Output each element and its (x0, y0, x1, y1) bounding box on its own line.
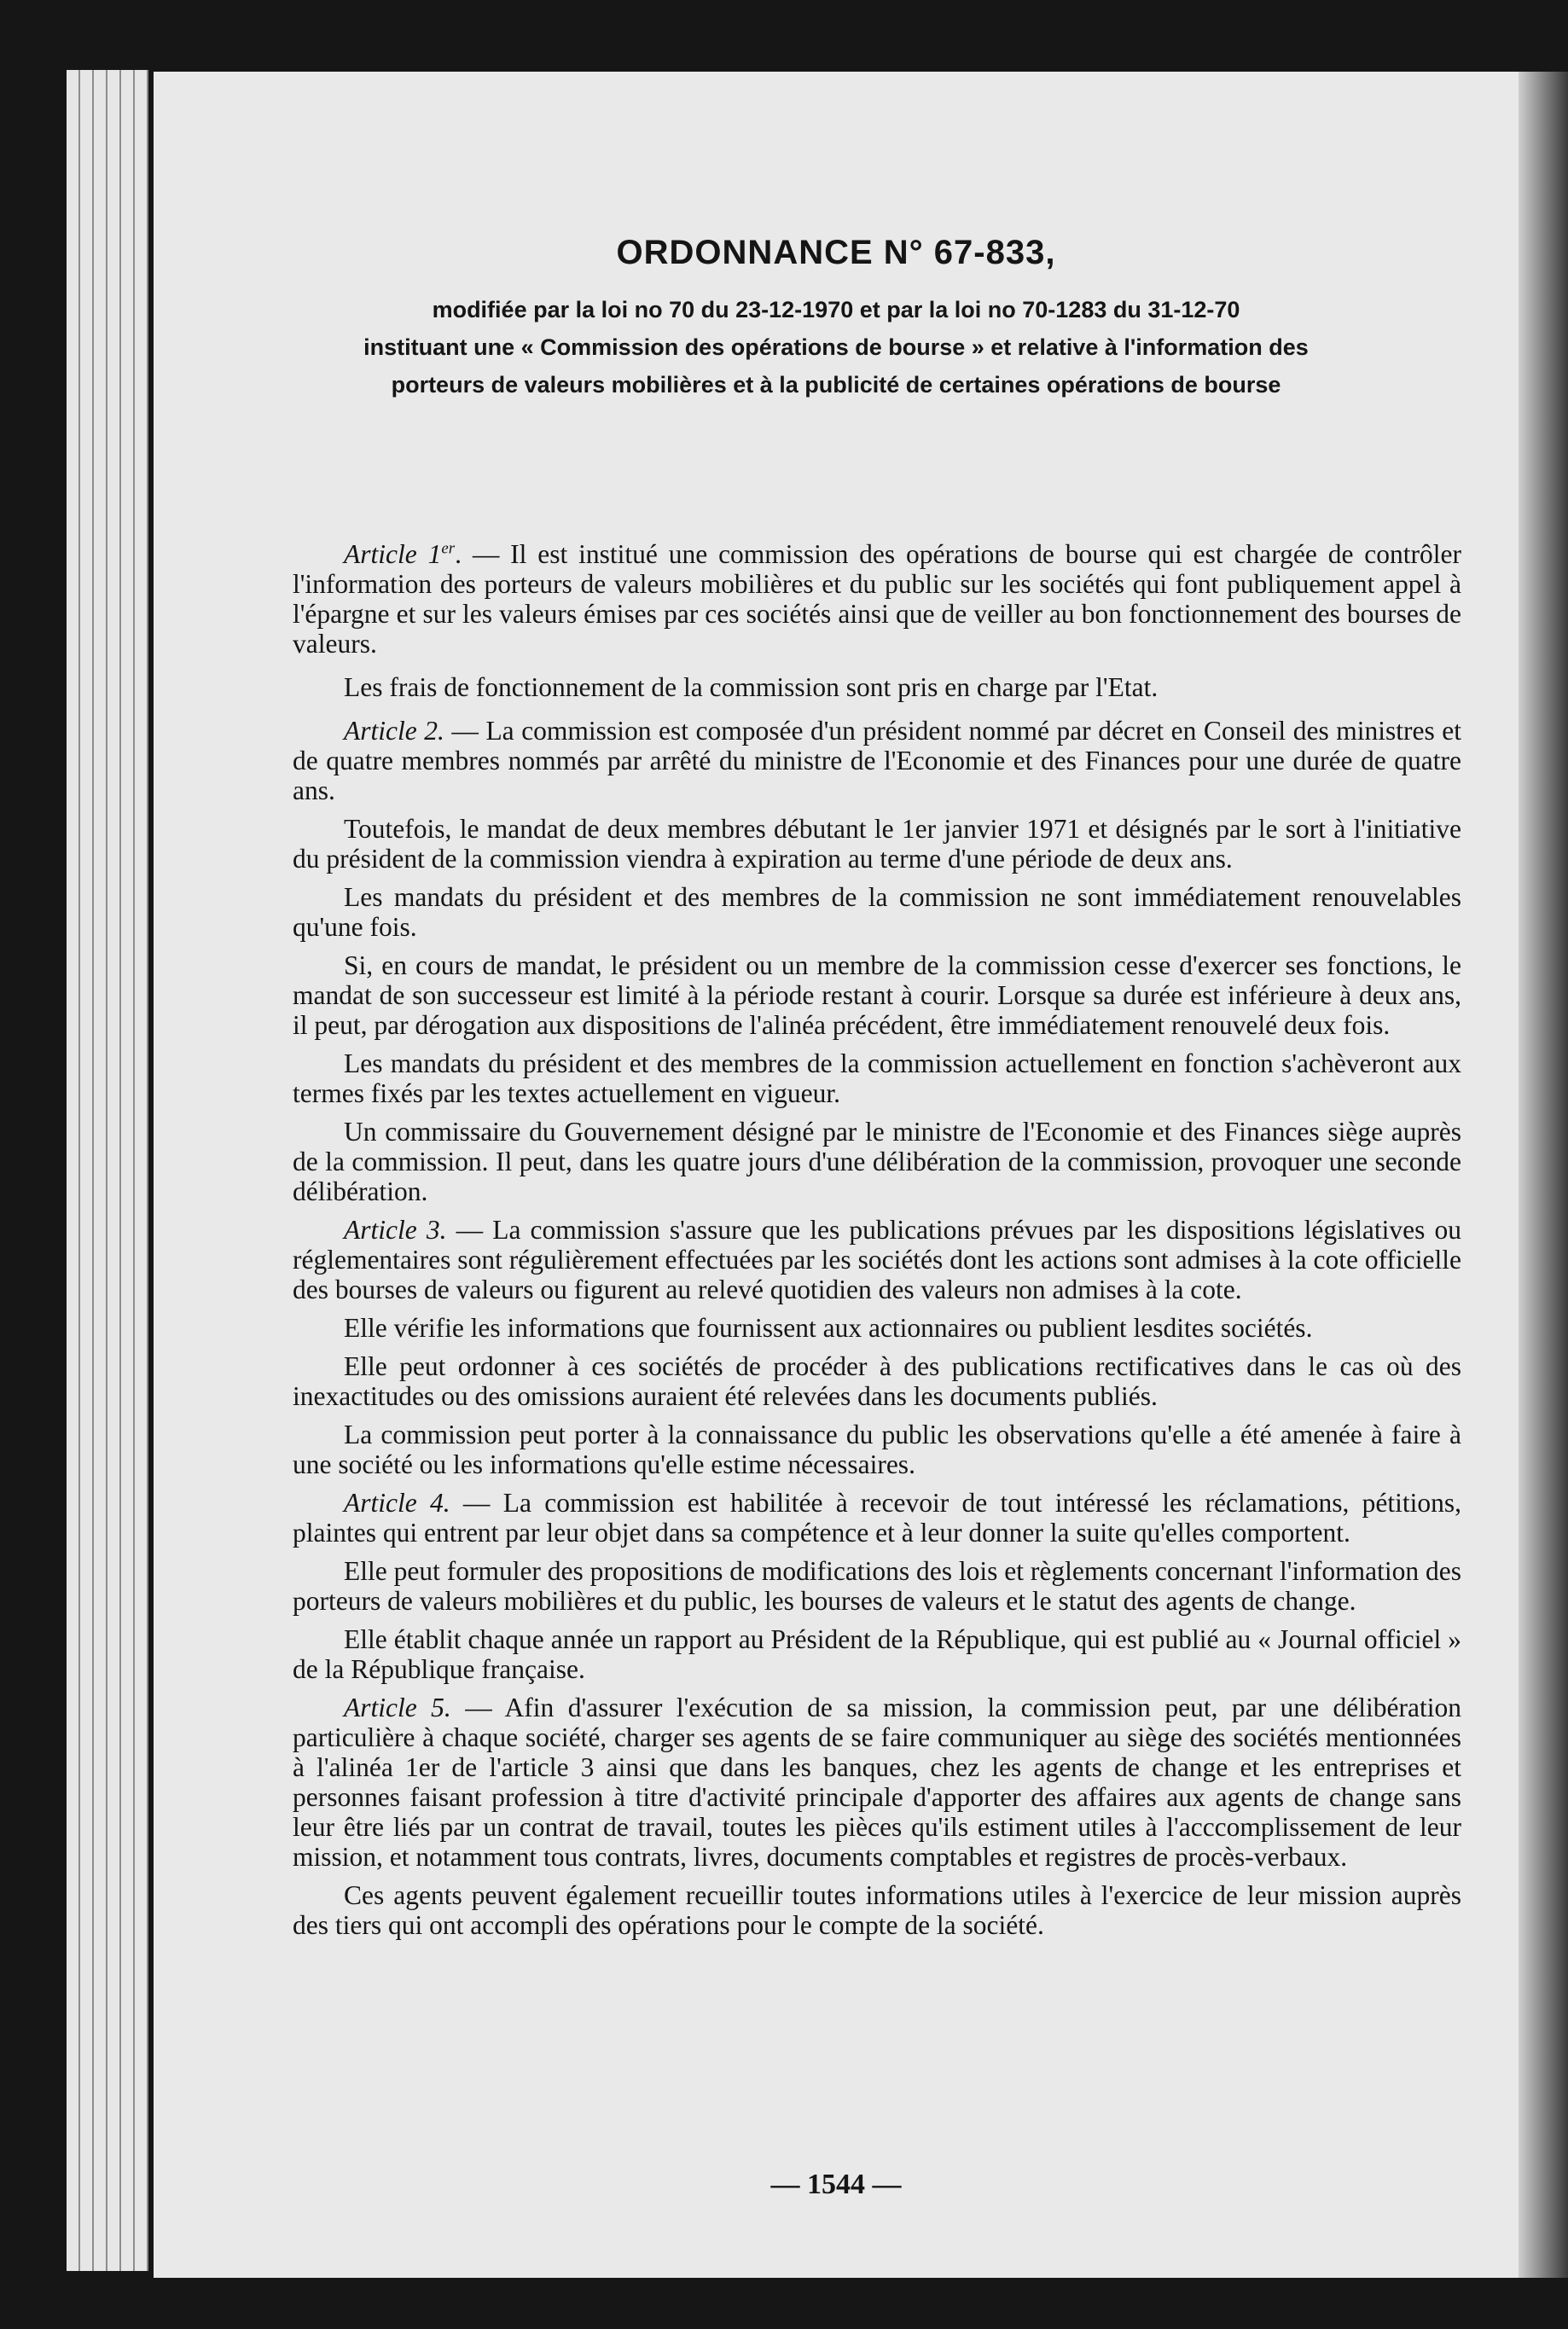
paragraph: Elle peut ordonner à ces sociétés de procéder à des publications rectificatives dans le cas où des inexactitudes ou des omissions auraient été relevées dans les documents publiés. (293, 1351, 1461, 1411)
article-label: Article 4. (344, 1488, 450, 1518)
paragraph: Si, en cours de mandat, le président ou un membre de la commission cesse d'exercer ses fonctions, le mandat de son successeur est limité à la période restant à courir. Lorsque sa durée est inférieure à deux ans, il peut, par dérogation aux dispositions de l'alinéa précédent, être immédiatement renouvelé deux fois. (293, 950, 1461, 1040)
paragraph: Les mandats du président et des membres de la commission actuellement en fonction s'achèveront aux termes fixés par les textes actuellement en vigueur. (293, 1048, 1461, 1108)
document-page (154, 72, 1519, 2278)
paragraph: Elle peut formuler des propositions de modifications des lois et règlements concernant l'information des porteurs de valeurs mobilières et du public, les bourses de valeurs et le statut des agents de change. (293, 1556, 1461, 1616)
paragraph: Elle établit chaque année un rapport au Président de la République, qui est publié au « Journal officiel » de la République française. (293, 1624, 1461, 1684)
article-label: Article 2. (344, 716, 444, 746)
article-label: Article 1 (344, 539, 442, 569)
paragraph: Article 2. — La commission est composée d'un président nommé par décret en Conseil des ministres et de quatre membres nommés par arrêté du ministre de l'Economie et des Finances pour une durée de quatre ans. (293, 716, 1461, 805)
paragraph: Article 4. — La commission est habilitée à recevoir de tout intéressé les réclamations, pétitions, plaintes qui entrent par leur objet dans sa compétence et à leur donner la suite qu'elles comportent. (293, 1488, 1462, 1548)
paragraph: Article 3. — La commission s'assure que les publications prévues par les dispositions législatives ou réglementaires sont régulièrement effectuées par les sociétés dont les actions sont admises à la cote officielle des bourses de valeurs ou figurent au relevé quotidien des valeurs non admises à la cote. (293, 1215, 1461, 1304)
subtitle-line-1: modifiée par la loi no 70 du 23-12-1970 et par la loi no 70-1283 du 31-12-70 (432, 297, 1240, 322)
paragraph: Elle vérifie les informations que fournissent aux actionnaires ou publient lesdites sociétés. (344, 1313, 1313, 1343)
paragraph: Article 1er. — Il est institué une commission des opérations de bourse qui est chargée de contrôler l'information des porteurs de valeurs mobilières et du public sur les sociétés qui font publiquement appel à l'épargne et sur les valeurs émises par ces sociétés ainsi que de veiller au bon fonctionnement des bourses de valeurs. (293, 539, 1461, 659)
article-label-sup: er (441, 539, 456, 558)
body-text (293, 539, 1461, 1949)
paragraph: Toutefois, le mandat de deux membres débutant le 1er janvier 1971 et désignés par le sort à l'initiative du président de la commission viendra à expiration au terme d'une période de deux ans. (293, 814, 1461, 874)
page-number: — 1544 — (770, 2169, 902, 2200)
paragraph: Ces agents peuvent également recueillir toutes informations utiles à l'exercice de leur mission auprès des tiers qui ont accompli des opérations pour le compte de la société. (293, 1880, 1461, 1940)
paragraph: Un commissaire du Gouvernement désigné par le ministre de l'Economie et des Finances siège auprès de la commission. Il peut, dans les quatre jours d'une délibération de la commission, provoquer une seconde délibération. (293, 1117, 1461, 1206)
article-label: Article 3. (344, 1215, 447, 1245)
paragraph: La commission peut porter à la connaissance du public les observations qu'elle a été amenée à faire à une société ou les informations qu'elle estime nécessaires. (293, 1420, 1461, 1479)
subtitle-line-2: instituant une « Commission des opérations de bourse » et relative à l'information des (363, 334, 1309, 360)
paragraph: Les mandats du président et des membres de la commission ne sont immédiatement renouvelables qu'une fois. (293, 882, 1461, 942)
paragraph: Article 5. — Afin d'assurer l'exécution de sa mission, la commission peut, par une délibération particulière à chaque société, charger ses agents de se faire communiquer au siège des sociétés mentionnées à l'alinéa 1er de l'article 3 ainsi que dans les banques, chez les agents de change et les entreprises et personnes faisant profession à titre d'activité principale d'apporter des affaires aux agents de change sans leur être liés par un contrat de travail, toutes les pièces qu'ils estiment utiles à l'acccomplissement de leur mission, et notamment tous contrats, livres, documents comptables et registres de procès-verbaux. (293, 1693, 1462, 1872)
subtitle-line-3: porteurs de valeurs mobilières et à la publicité de certaines opérations de bourse (391, 372, 1281, 398)
article-label: Article 5. (344, 1693, 451, 1722)
stacked-page-edges (67, 70, 160, 2271)
book-spine-shadow (1519, 72, 1568, 2278)
paragraph: Les frais de fonctionnement de la commission sont pris en charge par l'Etat. (344, 672, 1159, 702)
page-title: ORDONNANCE N° 67-833, (616, 234, 1056, 271)
